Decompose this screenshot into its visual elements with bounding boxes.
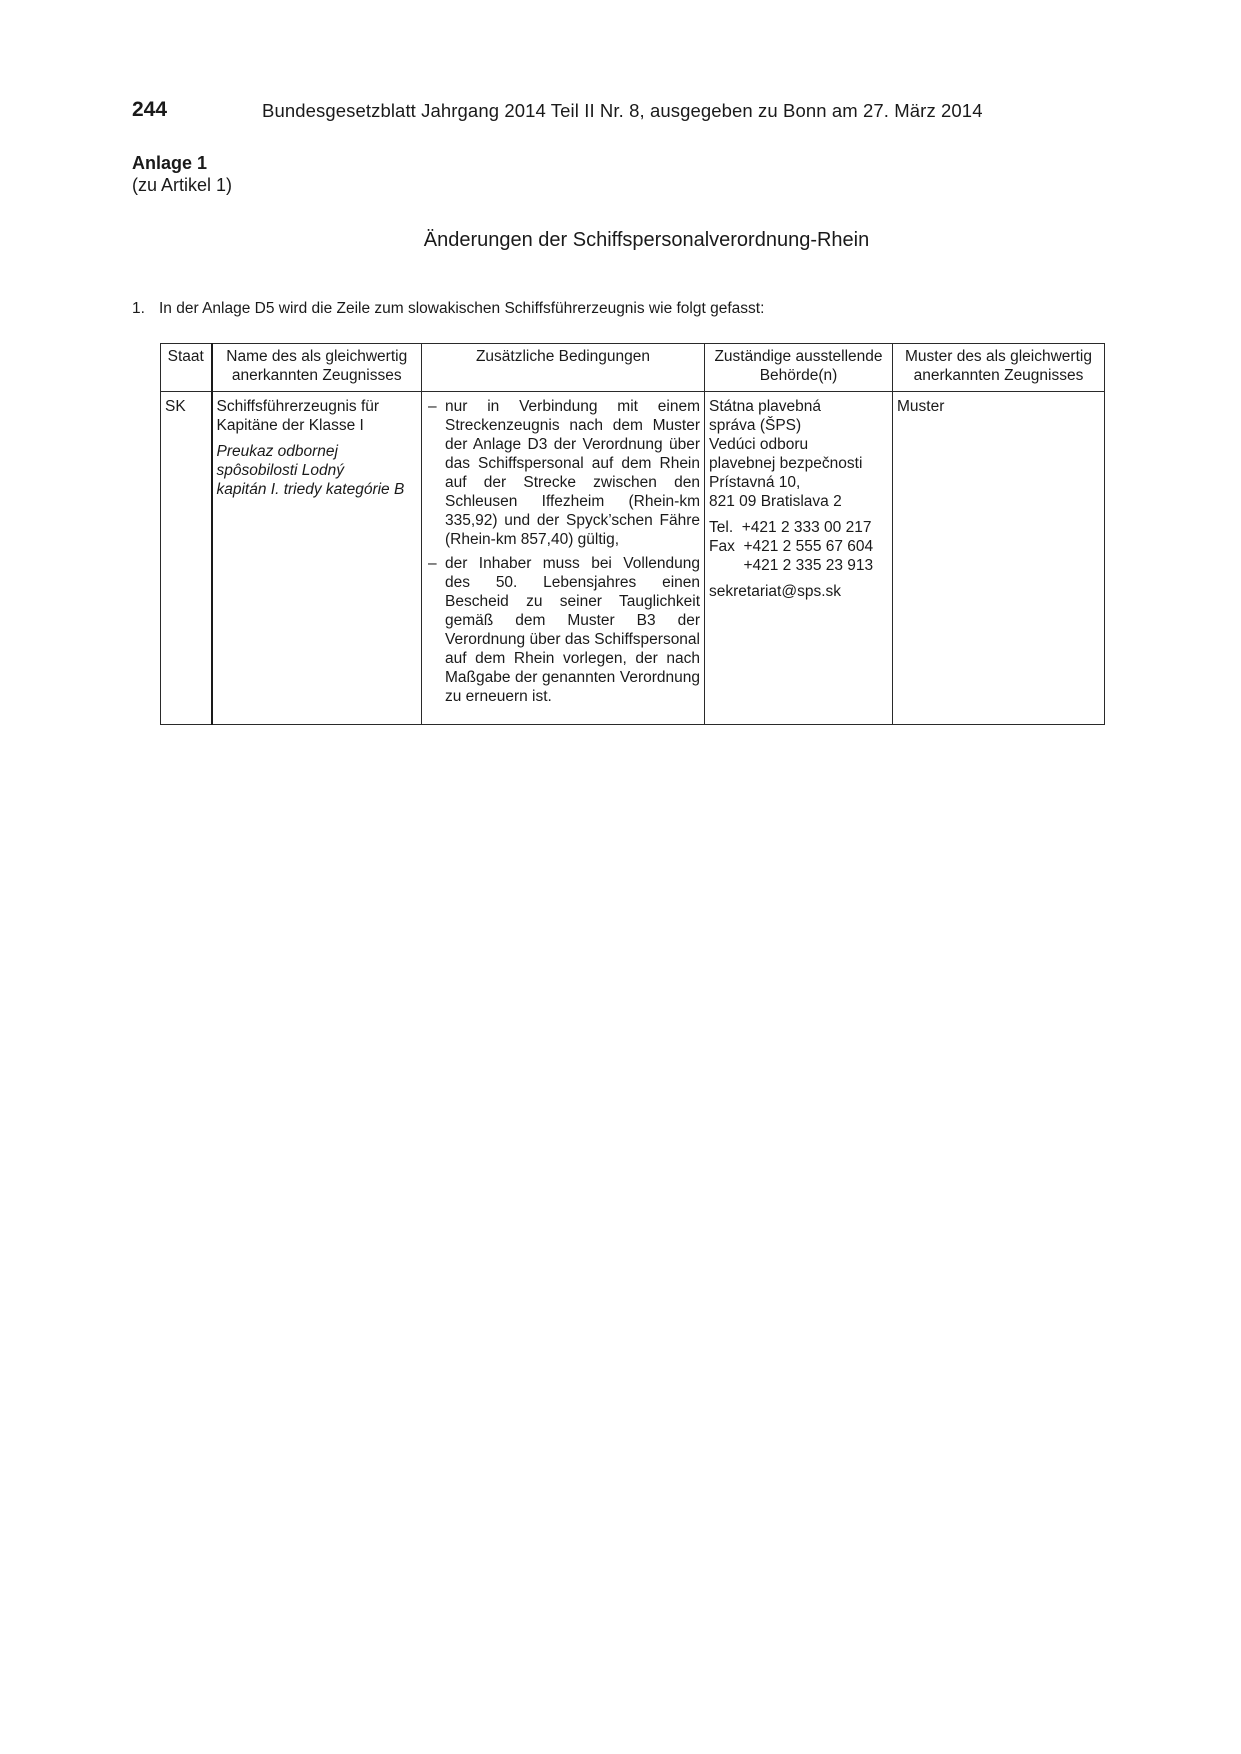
- cell-sample: Muster: [893, 392, 1105, 725]
- certificate-name-german-line2: Kapitäne der Klasse I: [216, 417, 364, 434]
- cell-certificate-name: [212, 392, 422, 725]
- document-heading: [0, 229, 1241, 252]
- certificate-name-original-line2: spôsobilosti Lodný: [216, 462, 345, 479]
- authority-line2: správa (ŠPS): [709, 417, 802, 434]
- annex-title: Anlage 1: [132, 153, 208, 173]
- authority-phone: Tel. +421 2 333 00 217: [709, 519, 872, 536]
- header-sample-line1: Muster des als gleichwertig: [905, 348, 1092, 365]
- authority-line5: Prístavná 10,: [709, 474, 801, 491]
- header-certificate-name-line1: Name des als gleichwertig: [226, 348, 408, 365]
- authority-line4: plavebnej bezpečnosti: [709, 455, 863, 472]
- header-certificate-name: [212, 344, 422, 392]
- authority-fax-2: +421 2 335 23 913: [709, 557, 874, 574]
- instruction-number: 1.: [132, 300, 145, 317]
- header-sample-line2: anerkannten Zeugnisses: [913, 367, 1084, 384]
- cell-state: SK: [161, 392, 212, 725]
- header-sample: [893, 344, 1105, 392]
- header-authority: [705, 344, 893, 392]
- certificate-table: [160, 343, 1105, 725]
- authority-fax: Fax +421 2 555 67 604: [709, 538, 874, 555]
- header-state: Staat: [161, 344, 212, 392]
- header-certificate-name-line2: anerkannten Zeugnisses: [231, 367, 402, 384]
- authority-line1: Státna plavebná: [709, 398, 822, 415]
- cell-conditions: [422, 392, 705, 725]
- authority-email: sekretariat@sps.sk: [709, 583, 842, 600]
- running-header: Bundesgesetzblatt Jahrgang 2014 Teil II Nr. 8, ausgegeben zu Bonn am 27. März 2014: [262, 100, 983, 121]
- header-authority-line1: Zuständige ausstellende: [714, 348, 883, 365]
- header-authority-line2: Behörde(n): [759, 367, 838, 384]
- condition-text: der Inhaber muss bei Vollendung des 50. Lebensjahres einen Bescheid zu seiner Tauglichkeit gemäß dem Muster B3 der Verordnung über das Schiffspersonal auf dem Rhein vorlegen, der nach Maßgabe der genannten Verordnung zu erneuern ist.: [445, 555, 700, 705]
- annex-reference: (zu Artikel 1): [132, 175, 233, 195]
- condition-item: [426, 554, 700, 706]
- table-row: [161, 392, 1105, 725]
- authority-line6: 821 09 Bratislava 2: [709, 493, 842, 510]
- annex-block: [132, 152, 232, 196]
- header-conditions: Zusätzliche Bedingungen: [422, 344, 705, 392]
- authority-line3: Vedúci odboru: [709, 436, 809, 453]
- document-heading-text: Änderungen der Schiffspersonalverordnung-Rhein: [423, 229, 870, 251]
- cell-authority: [705, 392, 893, 725]
- condition-text: nur in Verbindung mit einem Streckenzeugnis nach dem Muster der Anlage D3 der Verordnung über das Schiffspersonal auf dem Rhein auf der Strecke zwischen den Schleusen Iffezheim (Rhein-km 335,92) und der Spyck’schen Fähre (Rhein-km 857,40) gültig,: [445, 398, 700, 548]
- dash-bullet: –: [428, 555, 437, 572]
- certificate-name-original-line3: kapitán I. triedy kategórie B: [216, 481, 405, 498]
- certificate-name-german-line1: Schiffsführerzeugnis für: [216, 398, 380, 415]
- table-header-row: [161, 344, 1105, 392]
- instruction-text: In der Anlage D5 wird die Zeile zum slowakischen Schiffsführerzeugnis wie folgt gefasst:: [159, 300, 765, 317]
- instruction-item: [132, 300, 764, 318]
- certificate-name-original-line1: Preukaz odbornej: [216, 443, 338, 460]
- condition-item: [426, 397, 700, 549]
- page-number: 244: [132, 98, 168, 121]
- conditions-list: [426, 397, 700, 706]
- dash-bullet: –: [428, 398, 437, 415]
